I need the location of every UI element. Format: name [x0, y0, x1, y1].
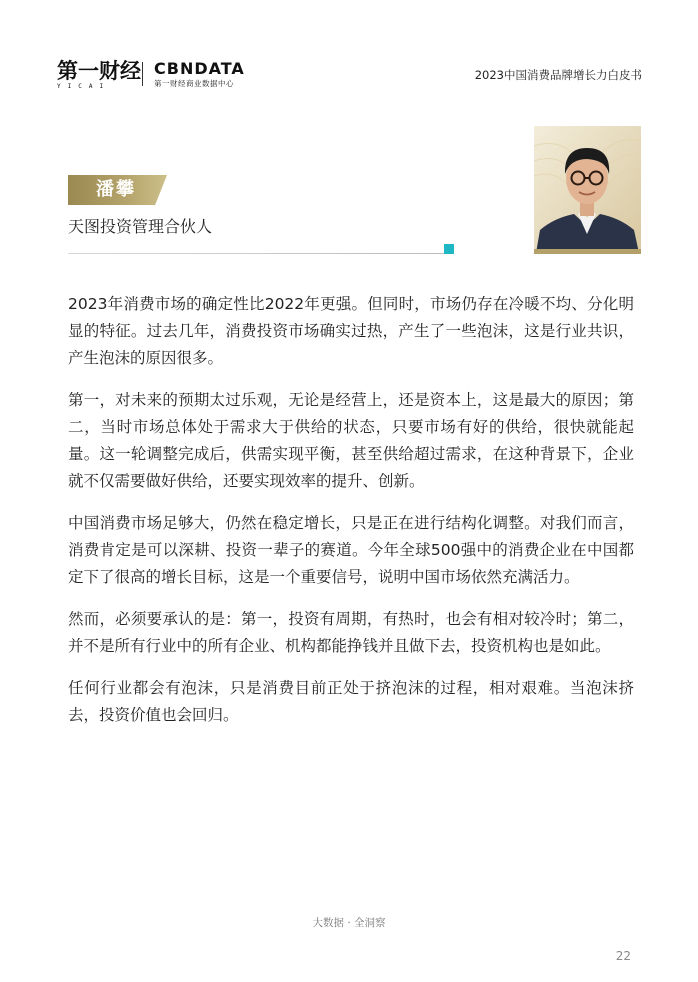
page-header	[0, 0, 698, 100]
article-body	[68, 291, 634, 744]
portrait-accent-bar	[534, 249, 641, 254]
person-name: 潘攀	[96, 179, 136, 200]
cbndata-logo-mark: CBNDATA	[154, 59, 245, 78]
yicai-logo	[57, 60, 141, 90]
report-title: 2023中国消费品牌增长力白皮书	[474, 68, 642, 82]
page-number: 22	[615, 949, 631, 963]
yicai-logo-mark: 第一财经	[57, 59, 141, 83]
paragraph: 2023年消费市场的确定性比2022年更强。但同时，市场仍存在冷暖不均、分化明显的特征。过去几年，消费投资市场确实过热，产生了一些泡沫，这是行业共识，产生泡沫的原因很多。	[68, 295, 634, 367]
cbndata-logo	[154, 60, 245, 88]
yicai-logo-sub: YICAI	[57, 83, 111, 90]
logo-divider	[142, 62, 143, 86]
paragraph: 任何行业都会有泡沫，只是消费目前正处于挤泡沫的过程，相对艰难。当泡沫挤去，投资价值也会回归。	[68, 679, 634, 724]
paragraph: 第一，对未来的预期太过乐观，无论是经营上，还是资本上，这是最大的原因；第二，当时市场总体处于需求大于供给的状态，只要市场有好的供给，很快就能起量。这一轮调整完成后，供需实现平衡，甚至供给超过需求，在这种背景下，企业就不仅需要做好供给，还要实现效率的提升、创新。	[68, 391, 634, 490]
footer-slogan: 大数据 · 全洞察	[312, 917, 386, 929]
paragraph: 然而，必须要承认的是：第一，投资有周期，有热时，也会有相对较冷时；第二，并不是所有行业中的所有企业、机构都能挣钱并且做下去，投资机构也是如此。	[68, 610, 634, 655]
portrait-photo	[534, 126, 641, 253]
profile-divider	[68, 253, 444, 254]
paragraph: 中国消费市场足够大，仍然在稳定增长，只是正在进行结构化调整。对我们而言，消费肯定是可以深耕、投资一辈子的赛道。今年全球500强中的消费企业在中国都定下了很高的增长目标，这是一个重要信号，说明中国市场依然充满活力。	[68, 514, 634, 586]
portrait-illustration	[534, 126, 641, 253]
cbndata-logo-sub: 第一财经商业数据中心	[154, 79, 234, 88]
person-title: 天图投资管理合伙人	[68, 217, 213, 236]
accent-marker	[444, 244, 454, 254]
